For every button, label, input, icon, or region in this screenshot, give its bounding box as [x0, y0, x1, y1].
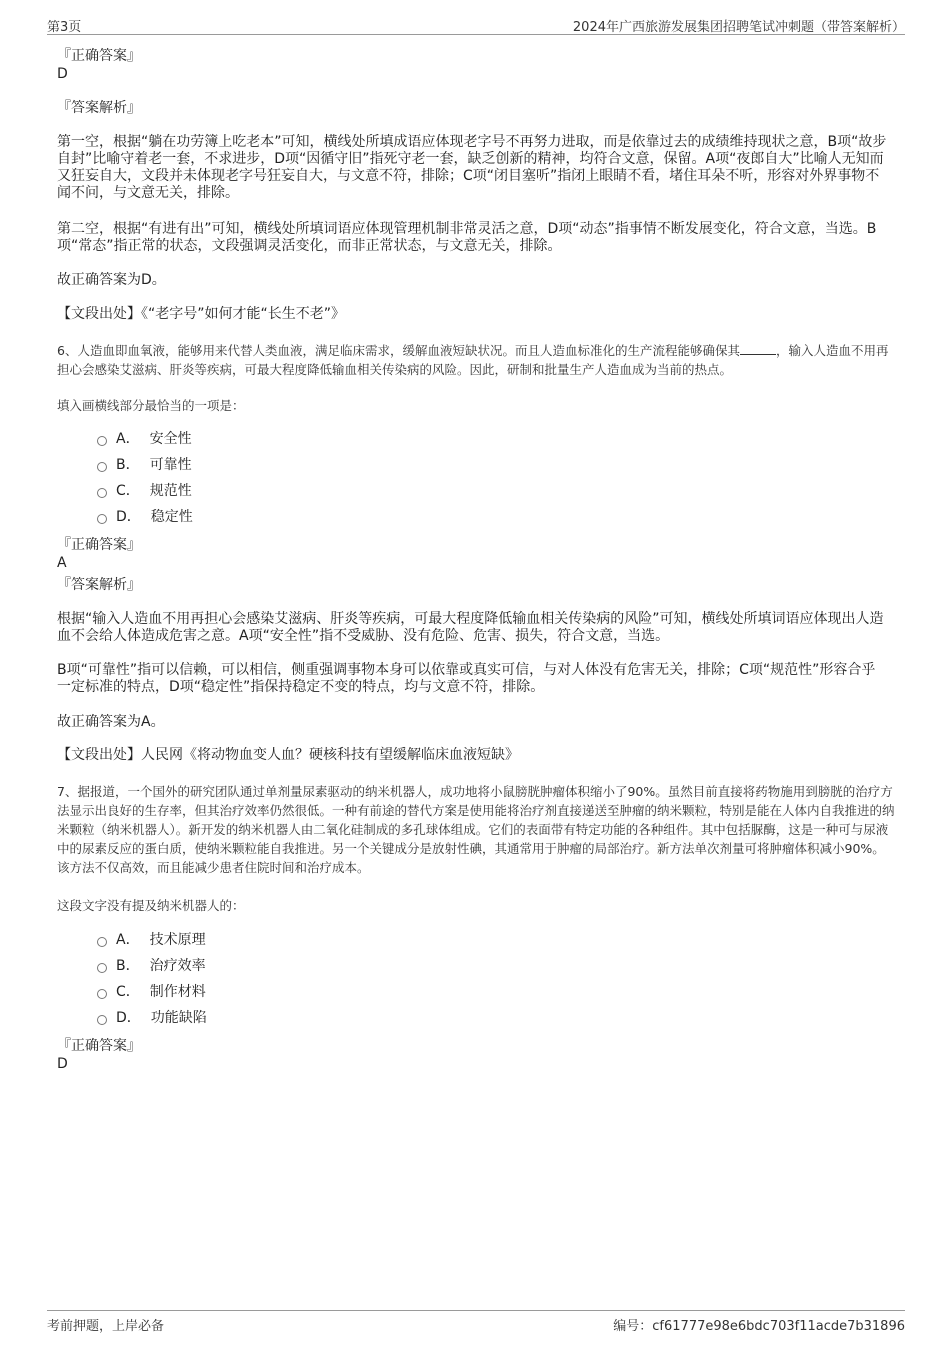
- q5-analysis-p1: 第一空，根据“躺在功劳簿上吃老本”可知，横线处所填成语应体现老字号不再努力进取，而是依靠过去的成绩维持现状之意，B项“故步自封”比喻守着老一套，不求进步，D项“因循守旧”指死守老一套，缺乏创新的精神，均符合文意，保留。A项“夜郎自大”比喻人无知而又狂妄自大，文段并未体现老字号狂妄自大，与文意不符，排除；C项“闭目塞听”指闭上眼睛不看，堵住耳朵不听，形容对外界事物不闻不问，与文意无关，排除。: [57, 134, 887, 201]
- q7-option-b[interactable]: B． 治疗效率: [97, 957, 206, 975]
- radio-icon[interactable]: [97, 462, 107, 472]
- q7-answer-label: 『正确答案』: [57, 1038, 141, 1054]
- q5-source: 【文段出处】《“老字号”如何才能“长生不老”》: [57, 306, 346, 322]
- q7-option-c[interactable]: C． 制作材料: [97, 983, 206, 1001]
- q7-option-a[interactable]: A． 技术原理: [97, 931, 206, 949]
- page-number: 第3页: [47, 20, 82, 35]
- q6-prompt: 填入画横线部分最恰当的一项是：: [57, 398, 245, 413]
- radio-icon[interactable]: [97, 436, 107, 446]
- q6-option-c[interactable]: C． 规范性: [97, 482, 192, 500]
- q5-conclusion: 故正确答案为D。: [57, 272, 166, 288]
- q7-answer: D: [57, 1056, 68, 1072]
- q6-answer: A: [57, 555, 67, 571]
- q6-analysis-p1: 根据“输入人造血不用再担心会感染艾滋病、肝炎等疾病，可最大程度降低输血相关传染病的风险”可知，横线处所填词语应体现出人造血不会给人体造成危害之意。A项“安全性”指不受威胁、没有危险、危害、损失，符合文意，当选。: [57, 611, 884, 644]
- q6-option-a[interactable]: A． 安全性: [97, 430, 192, 448]
- q6-stem: 6、人造血即血氧液，能够用来代替人类血液，满足临床需求，缓解血液短缺状况。而且人造血标准化的生产流程能够确保其 ，输入人造血不用再担心会感染艾滋病、肝炎等疾病，可最大程度降低输血相关传染病的风险。因此，研制和批量生产人造血成为当前的热点。: [57, 343, 889, 377]
- q5-answer-label: 『正确答案』: [57, 48, 141, 64]
- q6-conclusion: 故正确答案为A。: [57, 714, 165, 730]
- q7-stem: 7、据报道，一个国外的研究团队通过单剂量尿素驱动的纳米机器人，成功地将小鼠膀胱肿瘤体积缩小了90%。虽然目前直接将药物施用到膀胱的治疗方法显示出良好的生存率，但其治疗效率仍然很低。一种有前途的替代方案是使用能将治疗剂直接递送至肿瘤的纳米颗粒，特别是能在人体内自我推进的纳米颗粒（纳米机器人）。新开发的纳米机器人由二氧化硅制成的多孔球体组成。它们的表面带有特定功能的各种组件。其中包括脲酶，这是一种可与尿液中的尿素反应的蛋白质，使纳米颗粒能自我推进。另一个关键成分是放射性碘，其通常用于肿瘤的局部治疗。新方法单次剂量可将肿瘤体积减小90%。该方法不仅高效，而且能减少患者住院时间和治疗成本。: [57, 784, 895, 875]
- radio-icon[interactable]: [97, 937, 107, 947]
- radio-icon[interactable]: [97, 989, 107, 999]
- radio-icon[interactable]: [97, 514, 107, 524]
- page-footer: [47, 1310, 905, 1333]
- q6-answer-label: 『正确答案』: [57, 537, 141, 553]
- q5-analysis-label: 『答案解析』: [57, 100, 141, 116]
- fill-blank: [740, 341, 776, 355]
- radio-icon[interactable]: [97, 1015, 107, 1025]
- page-header: [47, 14, 905, 35]
- radio-icon[interactable]: [97, 488, 107, 498]
- q6-source: 【文段出处】人民网《将动物血变人血？硬核科技有望缓解临床血液短缺》: [57, 747, 519, 763]
- q5-answer: D: [57, 66, 68, 82]
- q6-analysis-label: 『答案解析』: [57, 577, 141, 593]
- radio-icon[interactable]: [97, 963, 107, 973]
- q7-prompt: 这段文字没有提及纳米机器人的：: [57, 898, 245, 913]
- q6-option-b[interactable]: B． 可靠性: [97, 456, 192, 474]
- footer-motto: 考前押题，上岸必备: [47, 1319, 165, 1334]
- q5-analysis-p2: 第二空，根据“有进有出”可知，横线处所填词语应体现管理机制非常灵活之意，D项“动态”指事情不断发展变化，符合文意，当选。B项“常态”指正常的状态，文段强调灵活变化，而非正常状态，与文意无关，排除。: [57, 221, 877, 254]
- q6-option-d[interactable]: D． 稳定性: [97, 508, 193, 526]
- document-code: 编号：cf61777e98e6bdc703f11acde7b31896: [613, 1319, 905, 1334]
- q6-analysis-p2: B项“可靠性”指可以信赖，可以相信，侧重强调事物本身可以依靠或真实可信，与对人体没有危害无关，排除；C项“规范性”形容合乎一定标准的特点，D项“稳定性”指保持稳定不变的特点，均与文意不符，排除。: [57, 662, 876, 695]
- document-title: 2024年广西旅游发展集团招聘笔试冲刺题（带答案解析）: [572, 20, 905, 35]
- q7-option-d[interactable]: D． 功能缺陷: [97, 1009, 207, 1027]
